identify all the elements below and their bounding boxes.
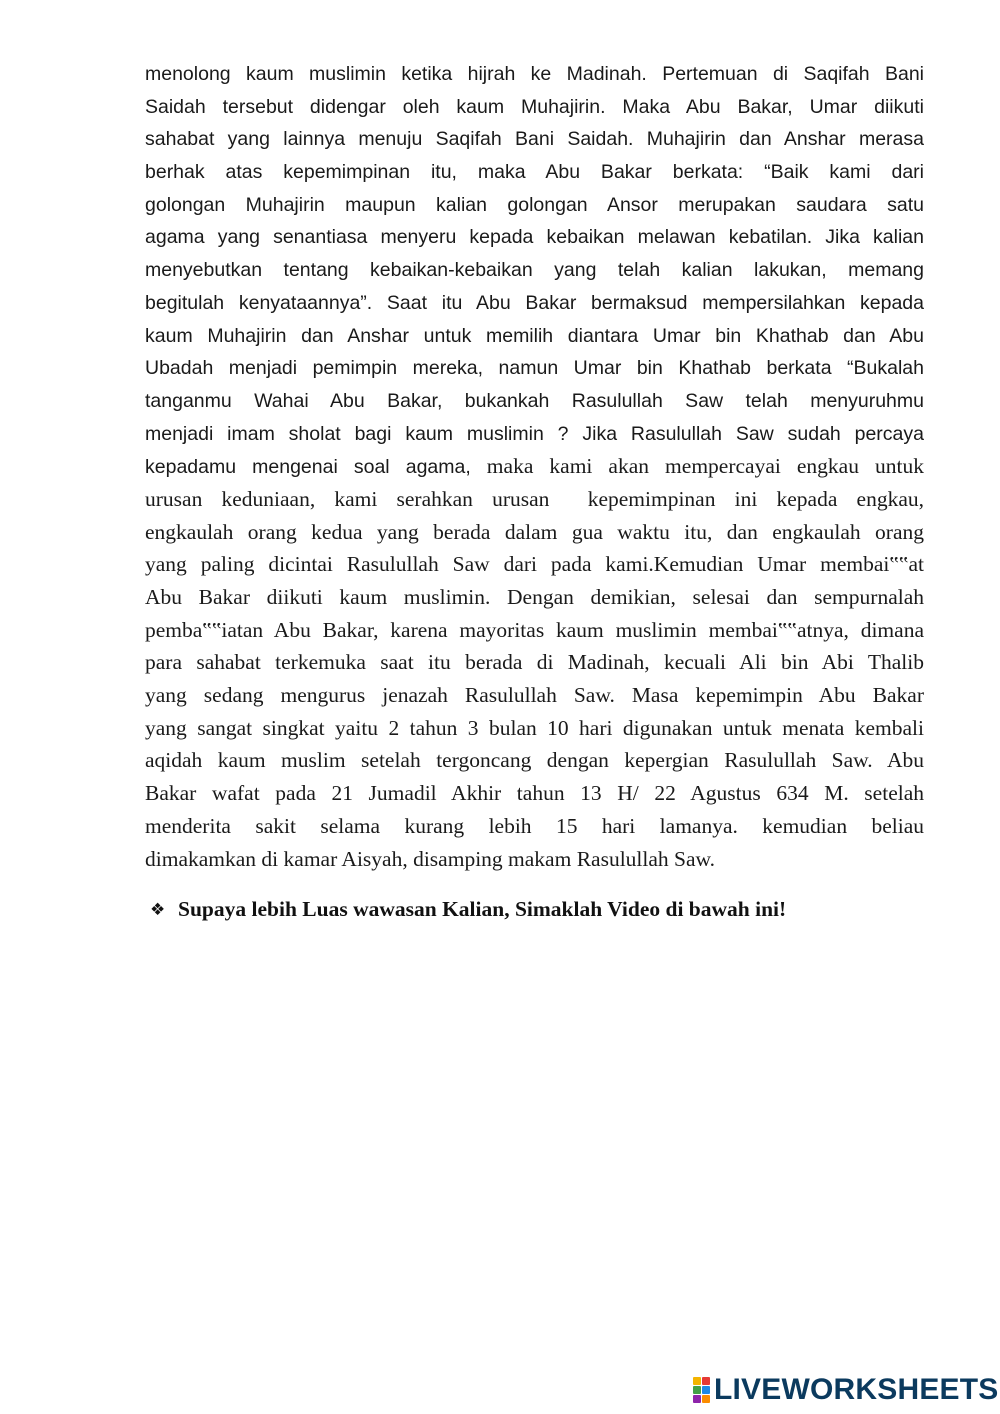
liveworksheets-logo <box>693 1373 999 1407</box>
paragraph-line: begitulah kenyataannya”. Saat itu Abu Bakar bermaksud mempersilahkan kepada <box>145 291 924 314</box>
logo-tile <box>693 1386 701 1394</box>
instruction-text: Supaya lebih Luas wawasan Kalian, Simaklah Video di bawah ini! <box>178 897 787 921</box>
paragraph-segment-sans: kepadamu mengenai soal agama, <box>145 456 471 479</box>
paragraph-line-last: dimakamkan di kamar Aisyah, disamping makam Rasulullah Saw. <box>145 846 716 871</box>
paragraph-line: menyebutkan tentang kebaikan-kebaikan yang telah kalian lakukan, memang <box>145 259 924 282</box>
logo-tile <box>702 1395 710 1403</box>
diamond-bullet-icon: ❖ <box>150 900 166 920</box>
article-paragraph <box>145 58 924 875</box>
paragraph-line: aqidah kaum muslim setelah tergoncang dengan kepergian Rasulullah Saw. Abu <box>145 748 924 773</box>
paragraph-line: yang paling dicintai Rasulullah Saw dari pada kami.Kemudian Umar membai‟‟at <box>145 552 924 577</box>
video-instruction <box>150 892 910 926</box>
paragraph-line: Saidah tersebut didengar oleh kaum Muhajirin. Maka Abu Bakar, Umar diikuti <box>145 95 924 118</box>
logo-tile <box>693 1377 701 1385</box>
paragraph-line: agama yang senantiasa menyeru kepada kebaikan melawan kebatilan. Jika kalian <box>145 226 924 249</box>
paragraph-line: sahabat yang lainnya menuju Saqifah Bani Saidah. Muhajirin dan Anshar merasa <box>145 128 924 151</box>
paragraph-line: urusan keduniaan, kami serahkan urusan kepemimpinan ini kepada engkau, <box>145 486 924 511</box>
paragraph-line: Abu Bakar diikuti kaum muslimin. Dengan demikian, selesai dan sempurnalah <box>145 585 924 609</box>
paragraph-line: yang sangat singkat yaitu 2 tahun 3 bulan 10 hari digunakan untuk menata kembali <box>145 715 924 740</box>
paragraph-line-mixed <box>145 450 924 483</box>
paragraph-line: tanganmu Wahai Abu Bakar, bukankah Rasulullah Saw telah menyuruhmu <box>145 389 924 412</box>
paragraph-line: Bakar wafat pada 21 Jumadil Akhir tahun 13 H/ 22 Agustus 634 M. setelah <box>145 781 924 806</box>
paragraph-line: para sahabat terkemuka saat itu berada di Madinah, kecuali Ali bin Abi Thalib <box>145 650 924 675</box>
paragraph-line: yang sedang mengurus jenazah Rasulullah Saw. Masa kepemimpin Abu Bakar <box>145 683 924 708</box>
paragraph-line: menderita sakit selama kurang lebih 15 hari lamanya. kemudian beliau <box>145 813 924 838</box>
paragraph-line: kaum Muhajirin dan Anshar untuk memilih diantara Umar bin Khathab dan Abu <box>145 324 924 347</box>
logo-tile <box>693 1395 701 1403</box>
logo-tile <box>702 1377 710 1385</box>
paragraph-line: engkaulah orang kedua yang berada dalam gua waktu itu, dan engkaulah orang <box>145 519 924 544</box>
paragraph-line: golongan Muhajirin maupun kalian golongan Ansor merupakan saudara satu <box>145 193 924 216</box>
paragraph-line: pemba‟‟iatan Abu Bakar, karena mayoritas kaum muslimin membai‟‟atnya, dimana <box>145 617 924 642</box>
paragraph-segment-serif: maka kami akan mempercayai engkau untuk <box>470 454 924 479</box>
liveworksheets-mark-icon <box>693 1377 711 1403</box>
paragraph-line: menjadi imam sholat bagi kaum muslimin ? Jika Rasulullah Saw sudah percaya <box>145 422 924 445</box>
logo-tile <box>702 1386 710 1394</box>
paragraph-line: menolong kaum muslimin ketika hijrah ke Madinah. Pertemuan di Saqifah Bani <box>145 63 924 85</box>
paragraph-line: berhak atas kepemimpinan itu, maka Abu Bakar berkata: “Baik kami dari <box>145 161 924 184</box>
liveworksheets-wordmark: LIVEWORKSHEETS <box>714 1373 999 1406</box>
paragraph-line: Ubadah menjadi pemimpin mereka, namun Umar bin Khathab berkata “Bukalah <box>145 357 924 380</box>
